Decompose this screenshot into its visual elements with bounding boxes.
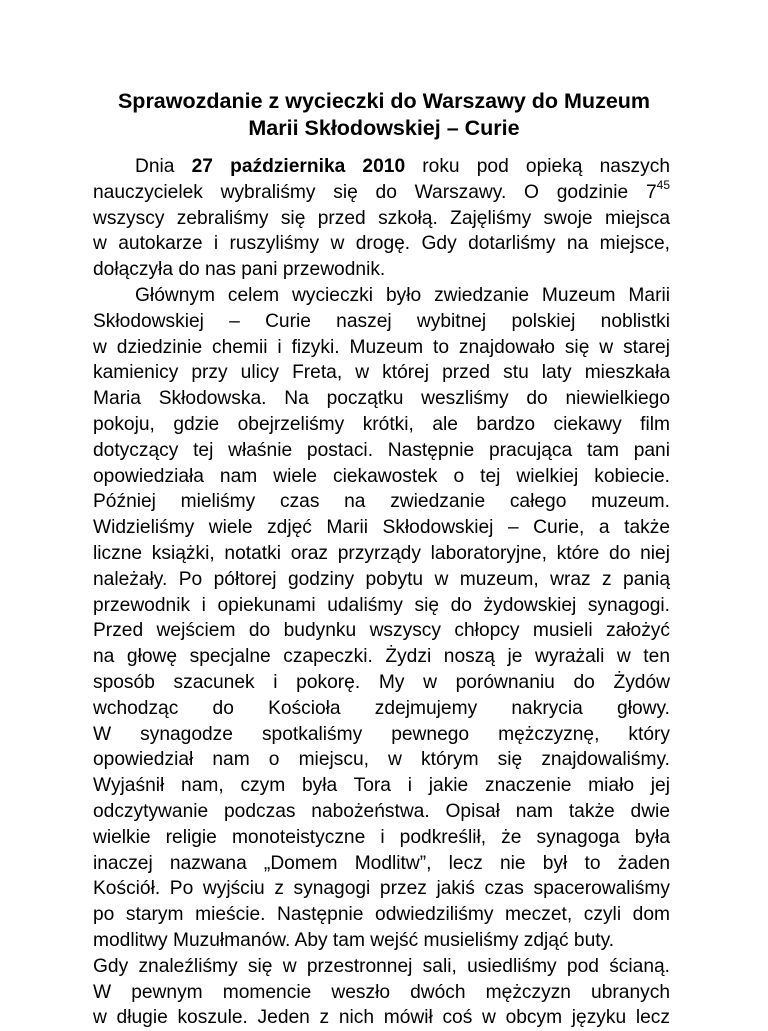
paragraph-2-line: W synagodze spotkaliśmy pewnego mężczyznę, który xyxy=(93,723,670,745)
title-line-1: Sprawozdanie z wycieczki do Warszawy do Muzeum xyxy=(117,89,651,113)
paragraph-3-line: W pewnym momencie weszło dwóch mężczyzn ubranych xyxy=(93,981,670,1003)
paragraph-2-line: Maria Skłodowska. Na początku weszliśmy do niewielkiego xyxy=(93,388,670,410)
paragraph-1-line-2: nauczycielek wybraliśmy się do Warszawy. O godzinie $7^{45}$ xyxy=(93,177,670,203)
paragraph-2-line: Głównym celem wycieczki było zwiedzanie Muzeum Marii xyxy=(135,284,670,306)
paragraph-2-line: Kościół. Po wyjściu z synagogi przez jakiś czas spacerowaliśmy xyxy=(93,878,670,900)
paragraph-1-line: dołączyła do nas pani przewodnik. xyxy=(93,259,386,281)
paragraph-1-line: wszyscy zebraliśmy się przed szkołą. Zajęliśmy swoje miejsca xyxy=(93,207,670,229)
paragraph-2-line: opowiedziała nam wiele ciekawostek o tej wielkiej kobiecie. xyxy=(93,465,670,487)
paragraph-2-line: odczytywanie podczas nabożeństwa. Opisał nam także dwie xyxy=(93,800,670,822)
paragraph-2-line: pokoju, gdzie obejrzeliśmy krótki, ale bardzo ciekawy film xyxy=(93,413,670,435)
paragraph-2-line: wchodząc do Kościoła zdejmujemy nakrycia głowy. xyxy=(93,697,670,719)
title-line-2: Marii Skłodowskiej – Curie xyxy=(248,116,520,140)
paragraph-2-line: należały. Po półtorej godziny pobytu w muzeum, wraz z panią xyxy=(93,568,670,590)
paragraph-2-line: wielkie religie monoteistyczne i podkreślił, że synagoga była xyxy=(93,826,670,848)
paragraph-2-line: inaczej nazwana „Domem Modlitw”, lecz nie był to żaden xyxy=(93,852,670,874)
paragraph-2-line: Przed wejściem do budynku wszyscy chłopcy musieli założyć xyxy=(93,620,670,642)
paragraph-2-line: po starym mieście. Następnie odwiedziliśmy meczet, czyli dom xyxy=(93,904,670,926)
paragraph-2-line: Widzieliśmy wiele zdjęć Marii Skłodowskiej – Curie, a także xyxy=(93,517,670,539)
trip-date: 27 października 2010 xyxy=(191,156,406,177)
document-body xyxy=(93,154,670,1031)
paragraph-2-line: liczne książki, notatki oraz przyrządy laboratoryjne, które do niej xyxy=(93,542,670,564)
time-superscript: 45 xyxy=(656,177,670,192)
paragraph-2-line: w dziedzinie chemii i fizyki. Muzeum to znajdowało się w starej xyxy=(93,336,670,358)
paragraph-2-line: modlitwy Muzułmanów. Aby tam wejść musieliśmy zdjąć buty. xyxy=(93,929,615,951)
paragraph-3-line: w długie koszule. Jeden z nich mówił coś w obcym języku lecz xyxy=(93,1007,670,1029)
paragraph-2-line: dotyczący tej właśnie postaci. Następnie pracująca tam pani xyxy=(93,439,670,461)
paragraph-2-line: opowiedział nam o miejscu, w którym się znajdowaliśmy. xyxy=(93,749,670,771)
paragraph-2-line: Wyjaśnił nam, czym była Tora i jakie znaczenie miało jej xyxy=(93,775,670,797)
paragraph-2-line: Skłodowskiej – Curie naszej wybitnej polskiej noblistki xyxy=(93,310,670,332)
document-title xyxy=(60,88,708,142)
paragraph-2-line: sposób szacunek i pokorę. My w porównaniu do Żydów xyxy=(93,671,670,693)
paragraph-1-line-1: Dnia 27 października 2010 roku pod opieką naszych xyxy=(135,156,671,177)
paragraph-1-line: w autokarze i ruszyliśmy w drogę. Gdy dotarliśmy na miejsce, xyxy=(93,233,670,255)
paragraph-2-line: na głowę specjalne czapeczki. Żydzi noszą je wyrażali w ten xyxy=(93,646,670,668)
paragraph-3-line: Gdy znaleźliśmy się w przestronnej sali, usiedliśmy pod ścianą. xyxy=(93,955,670,977)
paragraph-2-line: przewodnik i opiekunami udaliśmy się do żydowskiej synagogi. xyxy=(93,594,670,616)
paragraph-2-line: kamienicy przy ulicy Freta, w której przed stu laty mieszkała xyxy=(93,362,670,384)
paragraph-2-line: Później mieliśmy czas na zwiedzanie całego muzeum. xyxy=(93,491,670,513)
